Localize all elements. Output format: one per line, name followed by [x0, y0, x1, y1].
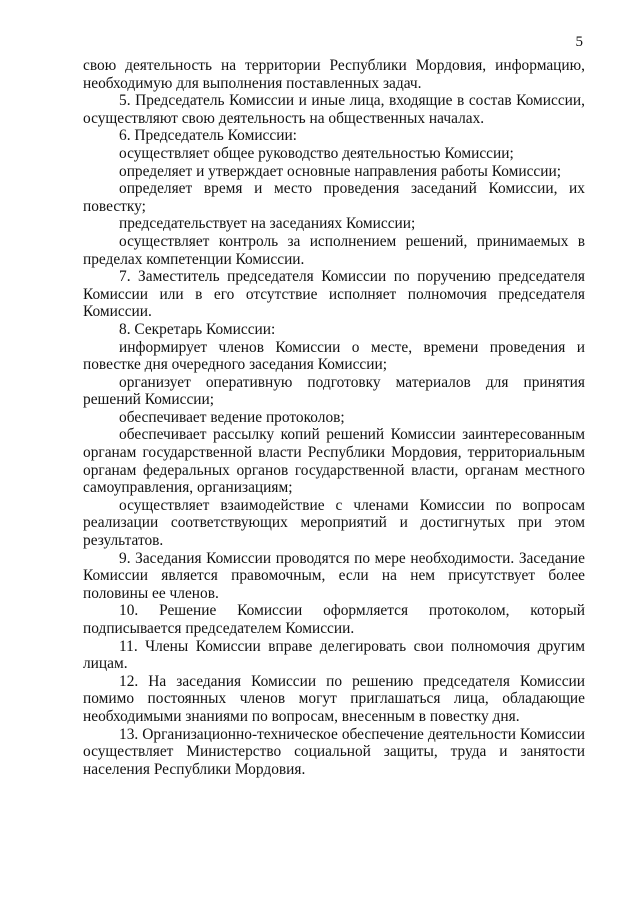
paragraph-12: 12. На заседания Комиссии по решению председателя Комиссии помимо постоянных членов могут приглашаться лица, обладающие необходимыми знаниями по вопросам, внесенным в повестку дня.	[83, 672, 585, 725]
paragraph-9: 9. Заседания Комиссии проводятся по мере необходимости. Заседание Комиссии является правомочным, если на нем присутствует более половины ее членов.	[83, 549, 585, 602]
paragraph-11: 11. Члены Комиссии вправе делегировать свои полномочия другим лицам.	[83, 637, 585, 673]
paragraph-7: 7. Заместитель председателя Комиссии по поручению председателя Комиссии или в его отсутствие исполняет полномочия председателя Комиссии.	[83, 268, 585, 321]
paragraph-6-item-5: осуществляет контроль за исполнением решений, принимаемых в пределах компетенции Комиссии.	[83, 232, 585, 268]
paragraph-10: 10. Решение Комиссии оформляется протоколом, который подписывается председателем Комиссии.	[83, 602, 585, 637]
paragraph-5: 5. Председатель Комиссии и иные лица, входящие в состав Комиссии, осуществляют свою деятельность на общественных началах.	[83, 92, 585, 127]
page-number: 5	[575, 34, 583, 50]
paragraph-6-item-3: определяет время и место проведения заседаний Комиссии, их повестку;	[83, 180, 585, 215]
paragraph-6-heading: 6. Председатель Комиссии:	[119, 127, 297, 145]
paragraph-8-item-5: осуществляет взаимодействие с членами Комиссии по вопросам реализации соответствующих мероприятий и достигнутых при этом результатов.	[83, 496, 585, 550]
paragraph-6-item-1: осуществляет общее руководство деятельностью Комиссии;	[119, 144, 514, 162]
paragraph-8-item-1: информирует членов Комиссии о месте, времени проведения и повестке дня очередного заседания Комиссии;	[83, 338, 585, 374]
document-body	[83, 57, 585, 778]
paragraph-8-item-2: организует оперативную подготовку материалов для принятия решений Комиссии;	[83, 373, 585, 409]
paragraph-6-item-4: председательствует на заседаниях Комиссии;	[119, 215, 416, 233]
paragraph-8-heading: 8. Секретарь Комиссии:	[119, 320, 276, 338]
paragraph-13: 13. Организационно-техническое обеспечение деятельности Комиссии осуществляет Министерство социальной защиты, труда и занятости населения Республики Мордовия.	[83, 725, 585, 778]
paragraph-8-item-4: обеспечивает рассылку копий решений Комиссии заинтересованным органам государственной власти Республики Мордовия, территориальным органам федеральных органов государственной власти, органам местного самоуправления, организациям;	[83, 426, 585, 497]
paragraph-6-item-2: определяет и утверждает основные направления работы Комиссии;	[119, 162, 562, 180]
paragraph-continuation: свою деятельность на территории Республики Мордовия, информацию, необходимую для выполнения поставленных задач.	[83, 57, 585, 92]
paragraph-8-item-3: обеспечивает ведение протоколов;	[119, 408, 345, 426]
